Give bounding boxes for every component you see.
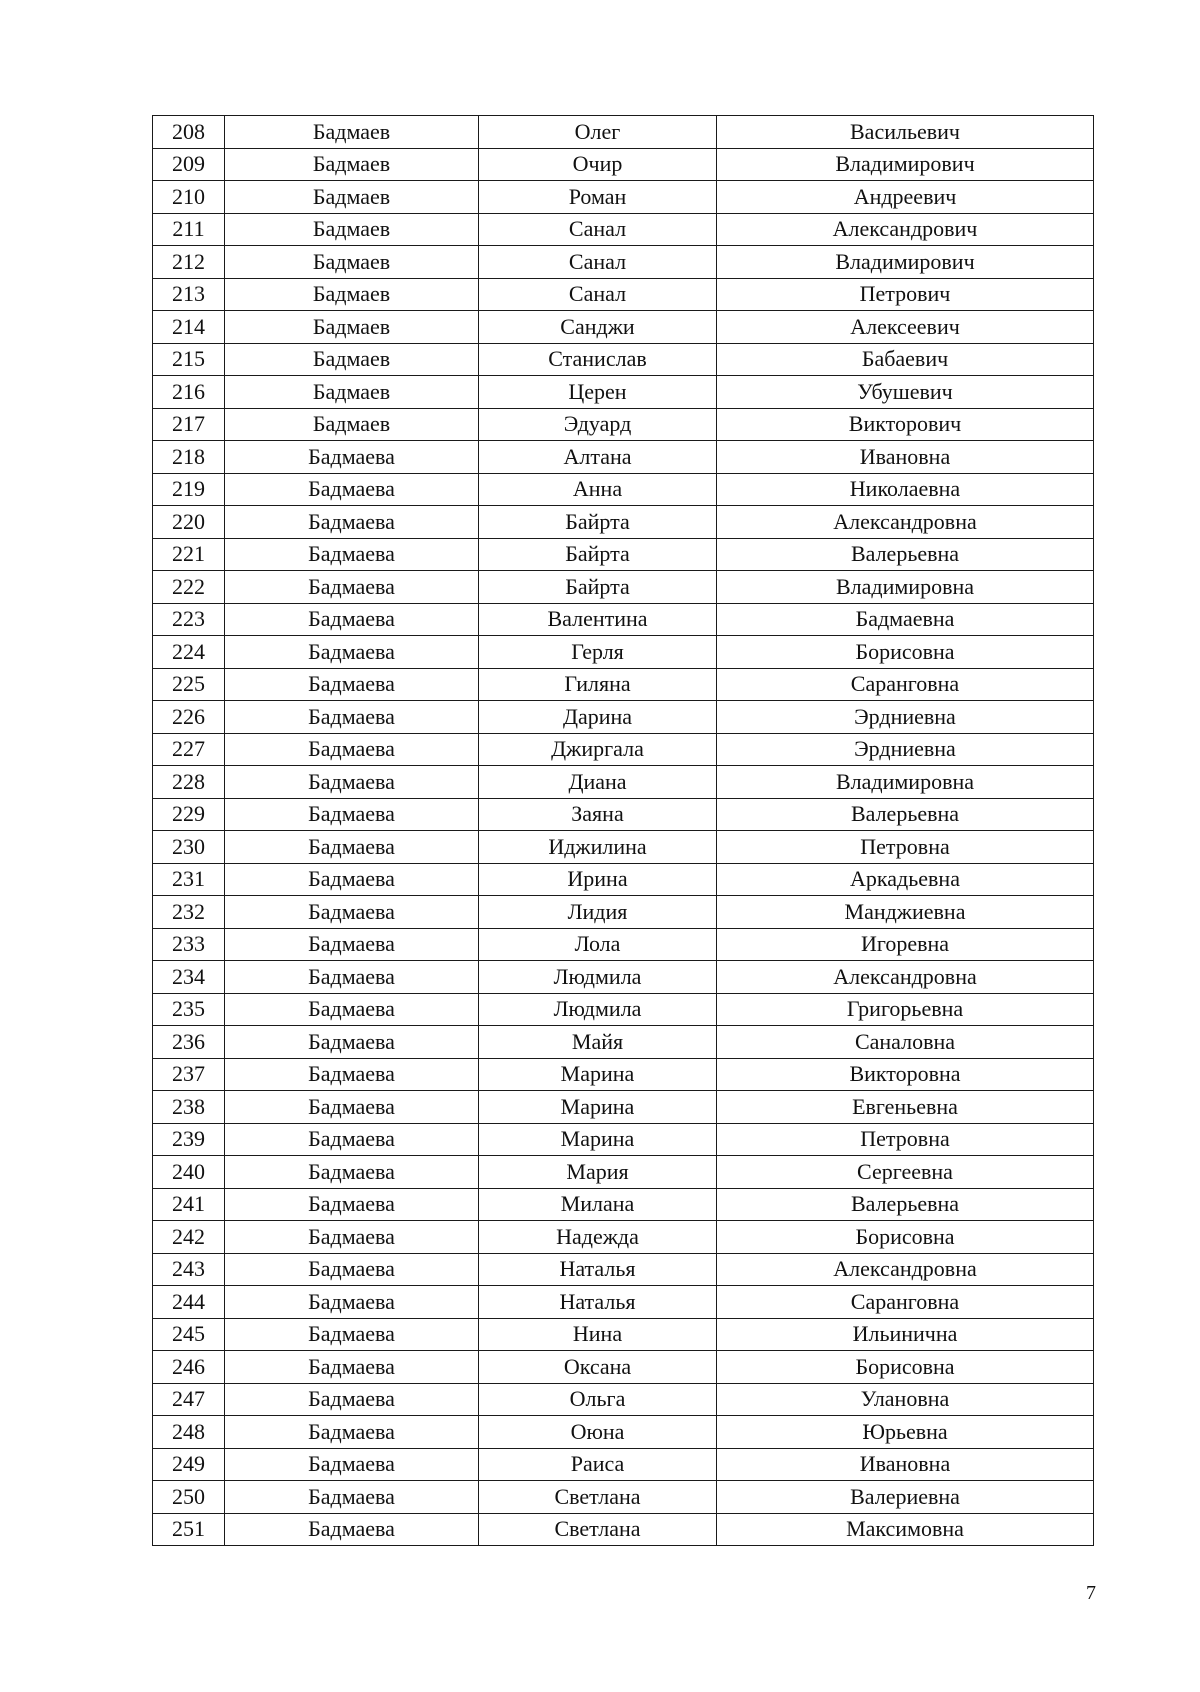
- surname-cell: Бадмаева: [225, 571, 479, 604]
- patronymic-cell: Викторович: [717, 408, 1094, 441]
- row-number-cell: 248: [153, 1416, 225, 1449]
- patronymic-cell: Бабаевич: [717, 343, 1094, 376]
- row-number-cell: 251: [153, 1513, 225, 1546]
- table-row: [153, 1448, 1094, 1481]
- surname-cell: Бадмаева: [225, 506, 479, 539]
- patronymic-cell: Сергеевна: [717, 1156, 1094, 1189]
- first-name-cell: Валентина: [479, 603, 717, 636]
- patronymic-cell: Эрдниевна: [717, 733, 1094, 766]
- surname-cell: Бадмаева: [225, 1221, 479, 1254]
- row-number-cell: 232: [153, 896, 225, 929]
- surname-cell: Бадмаев: [225, 246, 479, 279]
- patronymic-cell: Валерьевна: [717, 798, 1094, 831]
- row-number-cell: 237: [153, 1058, 225, 1091]
- table-row: [153, 408, 1094, 441]
- table-row: [153, 993, 1094, 1026]
- surname-cell: Бадмаева: [225, 1448, 479, 1481]
- row-number-cell: 208: [153, 116, 225, 149]
- row-number-cell: 241: [153, 1188, 225, 1221]
- surname-cell: Бадмаева: [225, 538, 479, 571]
- patronymic-cell: Юрьевна: [717, 1416, 1094, 1449]
- patronymic-cell: Петровна: [717, 1123, 1094, 1156]
- row-number-cell: 243: [153, 1253, 225, 1286]
- first-name-cell: Гиляна: [479, 668, 717, 701]
- patronymic-cell: Александровна: [717, 961, 1094, 994]
- table-row: [153, 1416, 1094, 1449]
- patronymic-cell: Петровна: [717, 831, 1094, 864]
- first-name-cell: Наталья: [479, 1286, 717, 1319]
- row-number-cell: 222: [153, 571, 225, 604]
- first-name-cell: Людмила: [479, 961, 717, 994]
- row-number-cell: 234: [153, 961, 225, 994]
- first-name-cell: Церен: [479, 376, 717, 409]
- surname-cell: Бадмаева: [225, 1123, 479, 1156]
- row-number-cell: 216: [153, 376, 225, 409]
- first-name-cell: Светлана: [479, 1513, 717, 1546]
- patronymic-cell: Александровна: [717, 506, 1094, 539]
- roster-table: [152, 115, 1094, 1546]
- table-row: [153, 1058, 1094, 1091]
- patronymic-cell: Валерьевна: [717, 1188, 1094, 1221]
- row-number-cell: 215: [153, 343, 225, 376]
- table-row: [153, 1091, 1094, 1124]
- surname-cell: Бадмаева: [225, 1318, 479, 1351]
- page-number: 7: [1086, 1582, 1096, 1604]
- first-name-cell: Санал: [479, 278, 717, 311]
- row-number-cell: 249: [153, 1448, 225, 1481]
- row-number-cell: 223: [153, 603, 225, 636]
- surname-cell: Бадмаева: [225, 993, 479, 1026]
- first-name-cell: Санджи: [479, 311, 717, 344]
- table-row: [153, 1286, 1094, 1319]
- surname-cell: Бадмаева: [225, 831, 479, 864]
- table-row: [153, 1318, 1094, 1351]
- row-number-cell: 233: [153, 928, 225, 961]
- row-number-cell: 217: [153, 408, 225, 441]
- roster-table-body: [153, 116, 1094, 1546]
- first-name-cell: Светлана: [479, 1481, 717, 1514]
- patronymic-cell: Игоревна: [717, 928, 1094, 961]
- table-row: [153, 311, 1094, 344]
- row-number-cell: 229: [153, 798, 225, 831]
- patronymic-cell: Борисовна: [717, 1221, 1094, 1254]
- first-name-cell: Надежда: [479, 1221, 717, 1254]
- row-number-cell: 231: [153, 863, 225, 896]
- row-number-cell: 210: [153, 181, 225, 214]
- first-name-cell: Марина: [479, 1123, 717, 1156]
- row-number-cell: 246: [153, 1351, 225, 1384]
- surname-cell: Бадмаева: [225, 1091, 479, 1124]
- surname-cell: Бадмаев: [225, 278, 479, 311]
- first-name-cell: Милана: [479, 1188, 717, 1221]
- first-name-cell: Санал: [479, 213, 717, 246]
- surname-cell: Бадмаева: [225, 1513, 479, 1546]
- row-number-cell: 245: [153, 1318, 225, 1351]
- row-number-cell: 214: [153, 311, 225, 344]
- surname-cell: Бадмаев: [225, 148, 479, 181]
- table-row: [153, 636, 1094, 669]
- first-name-cell: Алтана: [479, 441, 717, 474]
- patronymic-cell: Андреевич: [717, 181, 1094, 214]
- first-name-cell: Марина: [479, 1091, 717, 1124]
- patronymic-cell: Аркадьевна: [717, 863, 1094, 896]
- table-row: [153, 733, 1094, 766]
- surname-cell: Бадмаева: [225, 668, 479, 701]
- patronymic-cell: Владимирович: [717, 246, 1094, 279]
- table-row: [153, 506, 1094, 539]
- table-row: [153, 961, 1094, 994]
- patronymic-cell: Валериевна: [717, 1481, 1094, 1514]
- surname-cell: Бадмаева: [225, 1481, 479, 1514]
- table-row: [153, 181, 1094, 214]
- surname-cell: Бадмаева: [225, 473, 479, 506]
- first-name-cell: Марина: [479, 1058, 717, 1091]
- row-number-cell: 244: [153, 1286, 225, 1319]
- table-row: [153, 1156, 1094, 1189]
- surname-cell: Бадмаева: [225, 1416, 479, 1449]
- first-name-cell: Байрта: [479, 506, 717, 539]
- row-number-cell: 225: [153, 668, 225, 701]
- surname-cell: Бадмаева: [225, 1058, 479, 1091]
- surname-cell: Бадмаева: [225, 1253, 479, 1286]
- table-row: [153, 278, 1094, 311]
- patronymic-cell: Убушевич: [717, 376, 1094, 409]
- surname-cell: Бадмаев: [225, 116, 479, 149]
- surname-cell: Бадмаев: [225, 376, 479, 409]
- surname-cell: Бадмаева: [225, 896, 479, 929]
- first-name-cell: Диана: [479, 766, 717, 799]
- surname-cell: Бадмаева: [225, 1383, 479, 1416]
- surname-cell: Бадмаев: [225, 181, 479, 214]
- table-row: [153, 1481, 1094, 1514]
- surname-cell: Бадмаева: [225, 1351, 479, 1384]
- patronymic-cell: Ильинична: [717, 1318, 1094, 1351]
- first-name-cell: Олег: [479, 116, 717, 149]
- surname-cell: Бадмаева: [225, 636, 479, 669]
- first-name-cell: Ирина: [479, 863, 717, 896]
- table-row: [153, 831, 1094, 864]
- surname-cell: Бадмаева: [225, 733, 479, 766]
- patronymic-cell: Эрдниевна: [717, 701, 1094, 734]
- table-row: [153, 376, 1094, 409]
- first-name-cell: Людмила: [479, 993, 717, 1026]
- first-name-cell: Санал: [479, 246, 717, 279]
- surname-cell: Бадмаева: [225, 441, 479, 474]
- first-name-cell: Эдуард: [479, 408, 717, 441]
- first-name-cell: Джиргала: [479, 733, 717, 766]
- row-number-cell: 238: [153, 1091, 225, 1124]
- surname-cell: Бадмаев: [225, 408, 479, 441]
- row-number-cell: 242: [153, 1221, 225, 1254]
- patronymic-cell: Владимировна: [717, 571, 1094, 604]
- patronymic-cell: Саранговна: [717, 668, 1094, 701]
- patronymic-cell: Александровна: [717, 1253, 1094, 1286]
- patronymic-cell: Борисовна: [717, 636, 1094, 669]
- table-row: [153, 441, 1094, 474]
- table-row: [153, 148, 1094, 181]
- first-name-cell: Оксана: [479, 1351, 717, 1384]
- surname-cell: Бадмаева: [225, 928, 479, 961]
- table-row: [153, 1513, 1094, 1546]
- first-name-cell: Байрта: [479, 571, 717, 604]
- patronymic-cell: Григорьевна: [717, 993, 1094, 1026]
- first-name-cell: Герля: [479, 636, 717, 669]
- table-row: [153, 1351, 1094, 1384]
- table-row: [153, 928, 1094, 961]
- patronymic-cell: Евгеньевна: [717, 1091, 1094, 1124]
- row-number-cell: 236: [153, 1026, 225, 1059]
- first-name-cell: Байрта: [479, 538, 717, 571]
- table-row: [153, 1383, 1094, 1416]
- table-row: [153, 766, 1094, 799]
- table-row: [153, 213, 1094, 246]
- patronymic-cell: Викторовна: [717, 1058, 1094, 1091]
- row-number-cell: 220: [153, 506, 225, 539]
- surname-cell: Бадмаева: [225, 1286, 479, 1319]
- first-name-cell: Дарина: [479, 701, 717, 734]
- surname-cell: Бадмаева: [225, 1156, 479, 1189]
- table-row: [153, 1123, 1094, 1156]
- row-number-cell: 250: [153, 1481, 225, 1514]
- table-row: [153, 896, 1094, 929]
- surname-cell: Бадмаева: [225, 798, 479, 831]
- patronymic-cell: Васильевич: [717, 116, 1094, 149]
- row-number-cell: 240: [153, 1156, 225, 1189]
- table-row: [153, 1026, 1094, 1059]
- first-name-cell: Ольга: [479, 1383, 717, 1416]
- row-number-cell: 235: [153, 993, 225, 1026]
- first-name-cell: Майя: [479, 1026, 717, 1059]
- table-row: [153, 538, 1094, 571]
- row-number-cell: 228: [153, 766, 225, 799]
- table-row: [153, 473, 1094, 506]
- table-row: [153, 116, 1094, 149]
- table-row: [153, 1188, 1094, 1221]
- first-name-cell: Роман: [479, 181, 717, 214]
- patronymic-cell: Борисовна: [717, 1351, 1094, 1384]
- first-name-cell: Очир: [479, 148, 717, 181]
- patronymic-cell: Максимовна: [717, 1513, 1094, 1546]
- row-number-cell: 211: [153, 213, 225, 246]
- patronymic-cell: Александрович: [717, 213, 1094, 246]
- row-number-cell: 219: [153, 473, 225, 506]
- table-row: [153, 798, 1094, 831]
- table-row: [153, 571, 1094, 604]
- row-number-cell: 247: [153, 1383, 225, 1416]
- surname-cell: Бадмаева: [225, 1026, 479, 1059]
- surname-cell: Бадмаева: [225, 603, 479, 636]
- row-number-cell: 224: [153, 636, 225, 669]
- table-row: [153, 246, 1094, 279]
- surname-cell: Бадмаева: [225, 863, 479, 896]
- table-row: [153, 701, 1094, 734]
- first-name-cell: Наталья: [479, 1253, 717, 1286]
- patronymic-cell: Владимировна: [717, 766, 1094, 799]
- surname-cell: Бадмаева: [225, 701, 479, 734]
- surname-cell: Бадмаева: [225, 766, 479, 799]
- row-number-cell: 212: [153, 246, 225, 279]
- patronymic-cell: Ивановна: [717, 1448, 1094, 1481]
- first-name-cell: Нина: [479, 1318, 717, 1351]
- row-number-cell: 226: [153, 701, 225, 734]
- first-name-cell: Заяна: [479, 798, 717, 831]
- first-name-cell: Мария: [479, 1156, 717, 1189]
- patronymic-cell: Манджиевна: [717, 896, 1094, 929]
- surname-cell: Бадмаев: [225, 213, 479, 246]
- first-name-cell: Анна: [479, 473, 717, 506]
- patronymic-cell: Владимирович: [717, 148, 1094, 181]
- row-number-cell: 221: [153, 538, 225, 571]
- table-row: [153, 1221, 1094, 1254]
- table-row: [153, 863, 1094, 896]
- table-row: [153, 603, 1094, 636]
- patronymic-cell: Ивановна: [717, 441, 1094, 474]
- patronymic-cell: Петрович: [717, 278, 1094, 311]
- patronymic-cell: Алексеевич: [717, 311, 1094, 344]
- first-name-cell: Раиса: [479, 1448, 717, 1481]
- row-number-cell: 230: [153, 831, 225, 864]
- patronymic-cell: Николаевна: [717, 473, 1094, 506]
- surname-cell: Бадмаев: [225, 311, 479, 344]
- surname-cell: Бадмаева: [225, 1188, 479, 1221]
- first-name-cell: Лидия: [479, 896, 717, 929]
- first-name-cell: Иджилина: [479, 831, 717, 864]
- table-row: [153, 1253, 1094, 1286]
- patronymic-cell: Бадмаевна: [717, 603, 1094, 636]
- row-number-cell: 218: [153, 441, 225, 474]
- row-number-cell: 227: [153, 733, 225, 766]
- row-number-cell: 213: [153, 278, 225, 311]
- patronymic-cell: Саранговна: [717, 1286, 1094, 1319]
- patronymic-cell: Улановна: [717, 1383, 1094, 1416]
- table-row: [153, 668, 1094, 701]
- surname-cell: Бадмаев: [225, 343, 479, 376]
- patronymic-cell: Валерьевна: [717, 538, 1094, 571]
- first-name-cell: Лола: [479, 928, 717, 961]
- first-name-cell: Оюна: [479, 1416, 717, 1449]
- table-row: [153, 343, 1094, 376]
- first-name-cell: Станислав: [479, 343, 717, 376]
- row-number-cell: 239: [153, 1123, 225, 1156]
- patronymic-cell: Саналовна: [717, 1026, 1094, 1059]
- surname-cell: Бадмаева: [225, 961, 479, 994]
- row-number-cell: 209: [153, 148, 225, 181]
